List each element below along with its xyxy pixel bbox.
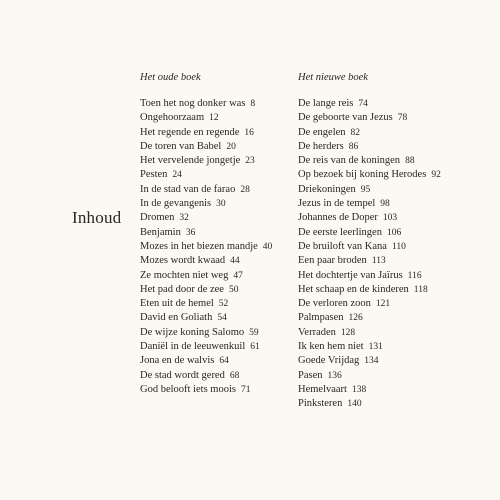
toc-entry[interactable] xyxy=(298,254,458,268)
entry-page-number: 88 xyxy=(405,156,415,167)
entry-title: Het vervelende jongetje xyxy=(140,155,241,167)
entry-title: De wijze koning Salomo xyxy=(140,326,245,338)
entry-title: Driekoningen xyxy=(298,183,356,195)
toc-entry[interactable] xyxy=(298,369,458,383)
toc-entry[interactable] xyxy=(298,383,458,397)
entry-page-number: 36 xyxy=(185,227,196,238)
entry-title: Pasen xyxy=(298,369,323,381)
entry-title: Verraden xyxy=(298,326,336,338)
toc-entry[interactable] xyxy=(298,126,458,140)
toc-entry[interactable] xyxy=(140,111,300,125)
new-testament-list xyxy=(298,97,458,412)
entry-title: Goede Vrijdag xyxy=(298,355,360,367)
entry-title: De bruiloft van Kana xyxy=(298,240,387,252)
new-testament-column xyxy=(298,71,458,412)
entry-page-number: 118 xyxy=(413,284,428,295)
entry-title: Op bezoek bij koning Herodes xyxy=(298,169,427,181)
toc-entry[interactable] xyxy=(140,197,300,211)
entry-page-number: 113 xyxy=(371,256,386,267)
entry-title: Jona en de walvis xyxy=(140,355,215,367)
toc-entry[interactable] xyxy=(298,326,458,340)
entry-page-number: 20 xyxy=(226,141,236,152)
entry-page-number: 131 xyxy=(368,342,383,353)
entry-title: Het regende en regende xyxy=(140,126,240,138)
entry-title: Dromen xyxy=(140,212,175,224)
entry-page-number: 32 xyxy=(179,213,189,224)
toc-entry[interactable] xyxy=(298,168,458,182)
entry-page-number: 44 xyxy=(230,256,240,267)
toc-entry[interactable] xyxy=(298,354,458,368)
toc-entry[interactable] xyxy=(140,183,300,197)
entry-title: Benjamin xyxy=(140,226,181,238)
old-testament-column xyxy=(140,71,300,397)
entry-title: Palmpasen xyxy=(298,312,344,324)
entry-title: Een paar broden xyxy=(298,255,367,267)
toc-entry[interactable] xyxy=(140,326,300,340)
entry-page-number: 71 xyxy=(240,384,251,395)
toc-entry[interactable] xyxy=(140,240,300,254)
entry-page-number: 98 xyxy=(380,199,390,210)
toc-entry[interactable] xyxy=(140,97,300,111)
entry-title: Het schaap en de kinderen xyxy=(298,283,409,295)
entry-title: Hemelvaart xyxy=(298,383,347,395)
toc-entry[interactable] xyxy=(140,383,300,397)
entry-page-number: 16 xyxy=(244,127,254,138)
entry-page-number: 40 xyxy=(262,241,273,252)
entry-page-number: 30 xyxy=(216,199,226,210)
toc-entry[interactable] xyxy=(140,211,300,225)
toc-entry[interactable] xyxy=(140,369,300,383)
entry-page-number: 8 xyxy=(250,99,256,109)
entry-page-number: 74 xyxy=(358,99,368,109)
entry-title: Pinksteren xyxy=(298,398,343,410)
toc-entry[interactable] xyxy=(298,283,458,297)
entry-page-number: 52 xyxy=(218,299,229,310)
entry-page-number: 86 xyxy=(348,141,359,152)
toc-entry[interactable] xyxy=(298,197,458,211)
entry-page-number: 92 xyxy=(431,170,441,181)
toc-entry[interactable] xyxy=(140,297,300,311)
entry-title: Ongehoorzaam xyxy=(140,112,205,124)
entry-page-number: 95 xyxy=(360,184,371,195)
toc-entry[interactable] xyxy=(298,154,458,168)
entry-title: Ze mochten niet weg xyxy=(140,269,229,281)
toc-entry[interactable] xyxy=(298,183,458,197)
entry-title: In de stad van de farao xyxy=(140,183,236,195)
entry-page-number: 47 xyxy=(233,270,243,281)
entry-page-number: 54 xyxy=(217,313,227,324)
toc-entry[interactable] xyxy=(140,140,300,154)
toc-entry[interactable] xyxy=(298,340,458,354)
entry-title: Eten uit de hemel xyxy=(140,298,214,310)
entry-page-number: 59 xyxy=(249,327,259,338)
entry-title: De stad wordt gered xyxy=(140,369,225,381)
entry-page-number: 134 xyxy=(364,356,379,367)
entry-title: De eerste leerlingen xyxy=(298,226,382,238)
toc-entry[interactable] xyxy=(298,211,458,225)
toc-entry[interactable] xyxy=(298,240,458,254)
entry-title: In de gevangenis xyxy=(140,198,212,210)
entry-page-number: 106 xyxy=(386,227,402,238)
entry-page-number: 78 xyxy=(397,113,408,124)
entry-page-number: 24 xyxy=(172,170,182,181)
toc-entry[interactable] xyxy=(298,397,458,411)
entry-title: Daniël in de leeuwenkuil xyxy=(140,341,246,353)
entry-title: Mozes in het biezen mandje xyxy=(140,240,258,252)
toc-entry[interactable] xyxy=(298,140,458,154)
entry-title: De engelen xyxy=(298,126,346,138)
entry-title: De verloren zoon xyxy=(298,298,371,310)
toc-entry[interactable] xyxy=(140,126,300,140)
entry-title: Het pad door de zee xyxy=(140,283,224,295)
old-testament-title: Het oude boek xyxy=(140,72,201,83)
entry-page-number: 140 xyxy=(347,399,362,410)
entry-title: De herders xyxy=(298,140,344,152)
toc-entry[interactable] xyxy=(298,297,458,311)
entry-title: Het dochtertje van Jaïrus xyxy=(298,269,403,281)
page-title: Inhoud xyxy=(72,208,122,227)
toc-entry[interactable] xyxy=(298,97,458,111)
toc-entry[interactable] xyxy=(298,311,458,325)
entry-title: De toren van Babel xyxy=(140,140,222,152)
entry-title: David en Goliath xyxy=(140,312,213,324)
entry-page-number: 64 xyxy=(219,356,229,367)
entry-title: Pesten xyxy=(140,169,168,181)
entry-page-number: 61 xyxy=(250,342,260,353)
toc-entry[interactable] xyxy=(298,269,458,283)
toc-entry[interactable] xyxy=(140,154,300,168)
entry-page-number: 28 xyxy=(240,184,250,195)
entry-page-number: 116 xyxy=(407,270,422,281)
entry-title: Toen het nog donker was xyxy=(140,98,246,109)
entry-title: Ik ken hem niet xyxy=(298,341,364,353)
entry-page-number: 138 xyxy=(351,384,367,395)
toc-entry[interactable] xyxy=(140,254,300,268)
toc-entry[interactable] xyxy=(140,269,300,283)
toc-entry[interactable] xyxy=(140,354,300,368)
entry-page-number: 103 xyxy=(382,213,398,224)
entry-page-number: 68 xyxy=(229,370,240,381)
entry-page-number: 128 xyxy=(340,327,356,338)
toc-entry[interactable] xyxy=(298,226,458,240)
entry-page-number: 50 xyxy=(228,284,239,295)
entry-title: Mozes wordt kwaad xyxy=(140,255,226,267)
toc-entry[interactable] xyxy=(140,340,300,354)
toc-entry[interactable] xyxy=(298,111,458,125)
entry-title: God belooft iets moois xyxy=(140,383,236,395)
entry-page-number: 110 xyxy=(391,241,406,252)
entry-title: De geboorte van Jezus xyxy=(298,112,393,124)
entry-title: Jezus in de tempel xyxy=(298,198,376,210)
toc-entry[interactable] xyxy=(140,311,300,325)
entry-title: Johannes de Doper xyxy=(298,212,378,224)
new-testament-title: Het nieuwe boek xyxy=(298,72,368,83)
toc-entry[interactable] xyxy=(140,226,300,240)
entry-page-number: 82 xyxy=(350,127,361,138)
entry-page-number: 12 xyxy=(209,113,219,124)
entry-page-number: 23 xyxy=(245,156,255,167)
entry-page-number: 126 xyxy=(348,313,363,324)
toc-entry[interactable] xyxy=(140,283,300,297)
entry-page-number: 121 xyxy=(375,299,391,310)
entry-page-number: 136 xyxy=(327,370,342,381)
entry-title: De reis van de koningen xyxy=(298,155,401,167)
old-testament-list xyxy=(140,97,300,397)
entry-title: De lange reis xyxy=(298,98,354,109)
toc-entry[interactable] xyxy=(140,168,300,182)
